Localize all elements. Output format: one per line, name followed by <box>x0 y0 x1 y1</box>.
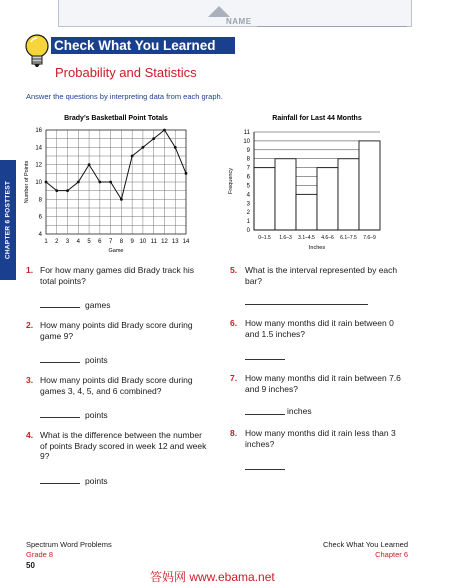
chart-1-ylabel: Number of Points <box>24 160 30 204</box>
data-point <box>88 163 91 166</box>
answer-3-unit: points <box>85 410 108 420</box>
question-2-number: 2. <box>26 320 34 330</box>
answer-1-field[interactable] <box>40 307 80 308</box>
x-tick-label: 11 <box>150 239 157 245</box>
data-point <box>174 146 177 149</box>
data-point <box>120 198 123 201</box>
question-1-text: For how many games did Brady track his total points? <box>40 265 195 286</box>
name-label: NAME <box>226 17 252 26</box>
footer-chapter: Chapter 6 <box>375 550 408 559</box>
line-chart-basketball <box>20 108 220 260</box>
y-tick-label: 6 <box>38 214 42 221</box>
bar <box>254 168 275 230</box>
answer-8-field[interactable] <box>245 469 285 470</box>
x-tick-label: 8 <box>119 239 124 245</box>
question-6-text: How many months did it rain between 0 and 1.5 inches? <box>245 318 394 339</box>
y-tick-label: 14 <box>35 145 42 152</box>
y-tick-label: 0 <box>246 228 250 234</box>
section-subtitle: Probability and Statistics <box>55 65 197 80</box>
y-tick-label: 4 <box>38 232 42 238</box>
question-4-text: What is the difference between the number of points Brady scored in week 12 and week 9? <box>40 430 207 461</box>
bar <box>275 159 296 230</box>
data-point <box>109 181 112 184</box>
x-tick-label: 4.6–6 <box>321 235 334 241</box>
bar <box>317 168 338 230</box>
footer-grade: Grade 8 <box>26 550 54 559</box>
question-2-text: How many points did Brady score during game 9? <box>40 320 193 341</box>
data-point <box>142 146 145 149</box>
x-tick-label: 9 <box>130 239 134 245</box>
chart-2-ylabel: Frequency <box>228 168 234 194</box>
question-3-text: How many points did Brady score during games 3, 4, 5, and 6 combined? <box>40 375 193 396</box>
question-1-number: 1. <box>26 265 34 275</box>
x-tick-label: 3.1–4.5 <box>298 235 315 241</box>
side-tab-label: CHAPTER 6 POSTTEST <box>4 180 12 260</box>
y-tick-label: 10 <box>243 138 250 145</box>
answer-3-field[interactable] <box>40 417 80 418</box>
y-tick-label: 6 <box>246 174 250 181</box>
question-5-text: What is the interval represented by each bar? <box>245 265 398 286</box>
x-tick-label: 14 <box>182 239 190 245</box>
x-tick-label: 0–1.5 <box>258 235 271 241</box>
instructions: Answer the questions by interpreting data from each graph. <box>26 92 223 101</box>
question-8-number: 8. <box>230 428 238 438</box>
footer-book-title: Spectrum Word Problems <box>26 540 112 549</box>
watermark: 答妈网 www.ebama.net <box>150 570 275 584</box>
x-tick-label: 6.1–7.5 <box>340 235 357 241</box>
x-tick-label: 7.6–9 <box>363 235 376 241</box>
x-tick-label: 6 <box>98 239 102 245</box>
chart-1-xlabel: Game <box>108 248 124 254</box>
data-point <box>131 155 134 158</box>
y-tick-label: 5 <box>246 183 250 190</box>
answer-4-field[interactable] <box>40 483 80 484</box>
y-tick-label: 3 <box>246 201 250 208</box>
question-8-text: How many months did it rain less than 3 inches? <box>245 428 396 449</box>
data-point <box>45 181 48 184</box>
x-tick-label: 7 <box>108 239 113 245</box>
answer-7-field[interactable] <box>245 414 285 415</box>
question-6-number: 6. <box>230 318 238 328</box>
page-title: Check What You Learned <box>54 38 216 53</box>
data-point <box>163 129 166 132</box>
y-tick-label: 1 <box>246 219 250 226</box>
name-field[interactable] <box>257 26 407 27</box>
answer-5-field[interactable] <box>245 304 368 305</box>
y-tick-label: 8 <box>246 156 250 163</box>
data-point <box>185 172 188 175</box>
name-triangle-icon <box>208 6 230 17</box>
bar <box>338 159 359 230</box>
data-point <box>152 137 155 140</box>
y-tick-label: 8 <box>38 197 42 204</box>
question-5-number: 5. <box>230 265 238 275</box>
y-tick-label: 10 <box>35 180 42 186</box>
chart-2-title: Rainfall for Last 44 Months <box>272 115 362 122</box>
data-point <box>66 189 69 192</box>
x-tick-label: 1 <box>44 239 48 245</box>
x-tick-label: 3 <box>65 239 70 245</box>
x-tick-label: 10 <box>139 239 147 245</box>
x-tick-label: 5 <box>87 239 91 245</box>
y-tick-label: 2 <box>246 210 250 217</box>
answer-1-unit: games <box>85 300 111 310</box>
question-3-number: 3. <box>26 375 34 385</box>
x-tick-label: 1.6–3 <box>279 235 292 241</box>
answer-2-field[interactable] <box>40 362 80 363</box>
answer-7-unit: inches <box>287 406 312 416</box>
data-point <box>98 181 101 184</box>
x-tick-label: 2 <box>55 239 59 245</box>
answer-2-unit: points <box>85 355 108 365</box>
question-7-text: How many months did it rain between 7.6 and 9 inches? <box>245 373 401 394</box>
y-tick-label: 9 <box>246 147 250 154</box>
y-tick-label: 16 <box>35 128 42 134</box>
bar-chart-rainfall <box>218 108 408 260</box>
answer-6-field[interactable] <box>245 359 285 360</box>
chart-1-title: Brady’s Basketball Point Totals <box>64 115 168 122</box>
x-tick-label: 12 <box>161 239 168 245</box>
lightbulb-icon <box>22 32 52 72</box>
chart-2-xlabel: Inches <box>308 245 326 251</box>
question-4-number: 4. <box>26 430 34 440</box>
y-tick-label: 11 <box>243 130 250 136</box>
x-tick-label: 13 <box>171 239 179 245</box>
answer-4-unit: points <box>85 476 108 486</box>
data-point <box>55 189 58 192</box>
bar <box>359 141 380 230</box>
page-number: 50 <box>26 561 35 570</box>
y-tick-label: 7 <box>246 165 250 172</box>
footer-section-title: Check What You Learned <box>322 540 408 549</box>
y-tick-label: 12 <box>35 162 42 169</box>
question-7-number: 7. <box>230 373 238 383</box>
x-tick-label: 4 <box>76 239 80 245</box>
bar <box>296 194 317 230</box>
y-tick-label: 4 <box>246 192 250 199</box>
data-point <box>77 181 80 184</box>
